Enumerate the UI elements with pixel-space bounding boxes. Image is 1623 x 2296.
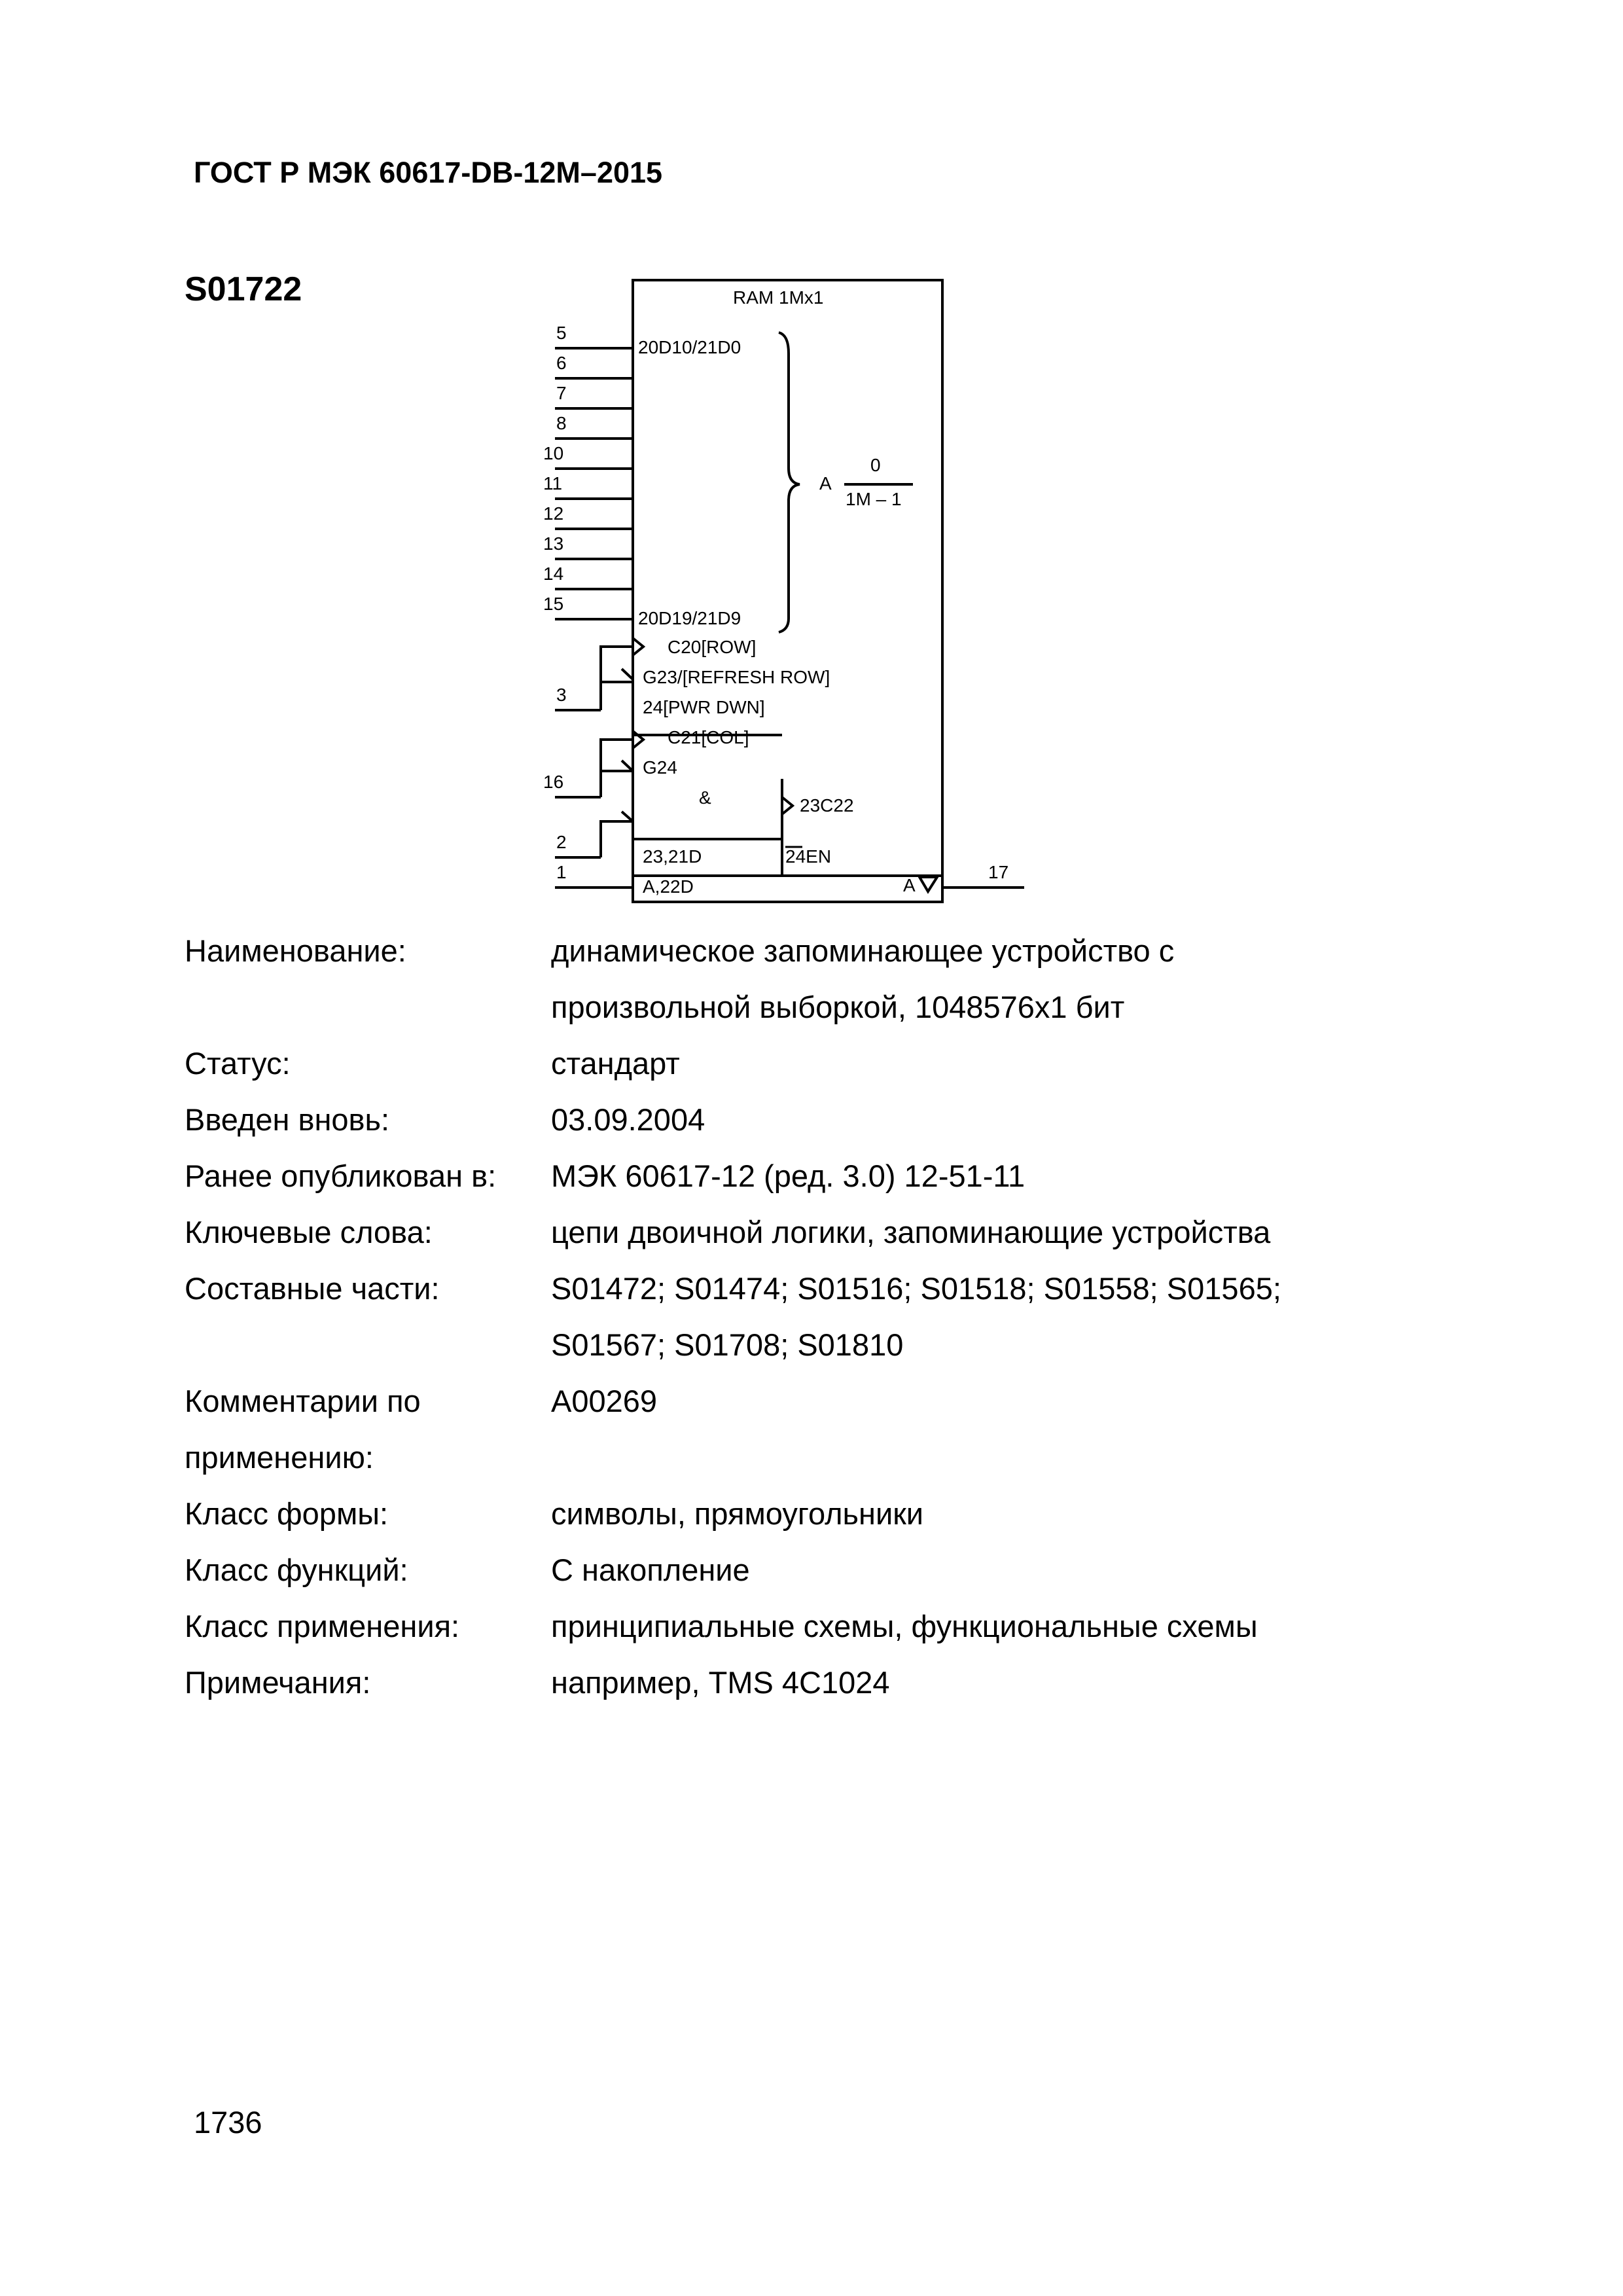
pin-label: 15 [543,594,564,614]
property-value: например, TMS 4C1024 [551,1665,890,1700]
page-number: 1736 [194,2105,262,2140]
and-output-label: 23C22 [800,795,854,816]
property-label: Составные части: [185,1271,440,1306]
and-gate-label: & [699,787,711,808]
document-header: ГОСТ Р МЭК 60617-DB-12M–2015 [194,156,663,189]
property-row [185,923,1533,1035]
addr-first-label: 20D10/21D0 [638,337,741,357]
property-row [185,1092,1533,1148]
symbol-code: S01722 [185,270,302,308]
property-value-line: S01567; S01708; S01810 [551,1327,904,1362]
property-label: Класс формы: [185,1496,389,1531]
property-row [185,1148,1533,1204]
pin-label: 13 [543,533,564,554]
ram-title: RAM 1Mx1 [733,287,824,308]
enable-label: 24EN [785,846,832,867]
addr-range-top: 0 [870,455,881,475]
data-ad-label: A,22D [643,876,694,897]
ctrl-pwr-label: 24[PWR DWN] [643,697,765,717]
property-value: принципиальные схемы, функциональные схемы [551,1609,1258,1643]
property-label: Статус: [185,1046,291,1081]
property-label: Ранее опубликован в: [185,1158,497,1193]
property-value: цепи двоичной логики, запоминающие устройства [551,1215,1271,1249]
property-value-line: S01472; S01474; S01516; S01518; S01558; S01565; [551,1271,1281,1306]
addr-range-bottom: 1M – 1 [846,489,902,509]
property-row [185,1598,1533,1655]
property-value: A00269 [551,1384,658,1418]
pin-label: 5 [556,323,567,343]
pin-label: 16 [543,772,564,792]
property-value: МЭК 60617-12 (ред. 3.0) 12-51-11 [551,1158,1026,1193]
property-label-line: Комментарии по [185,1384,421,1418]
ram-symbol-diagram [0,0,1623,929]
property-value: 03.09.2004 [551,1102,705,1137]
pin-label: 10 [543,443,564,463]
output-label: A [903,875,916,895]
property-row [185,1486,1533,1542]
pin-label: 3 [556,685,567,705]
properties-table [185,923,1533,1711]
pin-label: 1 [556,862,567,882]
addr-last-label: 20D19/21D9 [638,608,741,628]
property-row [185,1204,1533,1261]
property-value: стандарт [551,1046,680,1081]
pin-label: 7 [556,383,567,403]
property-label [185,1373,551,1486]
property-row [185,1261,1533,1373]
property-label: Класс функций: [185,1552,408,1587]
pin-label: 2 [556,832,567,852]
ctrl-g24-label: G24 [643,757,677,778]
property-value [551,1261,1533,1373]
ctrl-row-label: C20[ROW] [668,637,757,657]
property-row [185,1542,1533,1598]
pin-label: 8 [556,413,567,433]
pin-label: 14 [543,564,564,584]
property-row [185,1035,1533,1092]
property-label: Наименование: [185,933,406,968]
pin-label: 12 [543,503,564,524]
addr-group-label: A [819,473,832,493]
property-value: C накопление [551,1552,750,1587]
property-row [185,1655,1533,1711]
property-label: Примечания: [185,1665,371,1700]
pin-label: 17 [988,862,1009,882]
data-in-label: 23,21D [643,846,702,867]
property-label: Класс применения: [185,1609,460,1643]
property-label: Ключевые слова: [185,1215,433,1249]
ctrl-col-label: C21[COL] [668,727,749,747]
pin-label: 11 [543,473,563,493]
ctrl-refresh-label: G23/[REFRESH ROW] [643,667,830,687]
property-value [551,923,1533,1035]
property-value: символы, прямоугольники [551,1496,924,1531]
property-value-line: динамическое запоминающее устройство с [551,933,1175,968]
property-label: Введен вновь: [185,1102,390,1137]
property-label-line: применению: [185,1440,374,1475]
property-value-line: произвольной выборкой, 1048576x1 бит [551,990,1125,1024]
pin-label: 6 [556,353,567,373]
property-row [185,1373,1533,1486]
